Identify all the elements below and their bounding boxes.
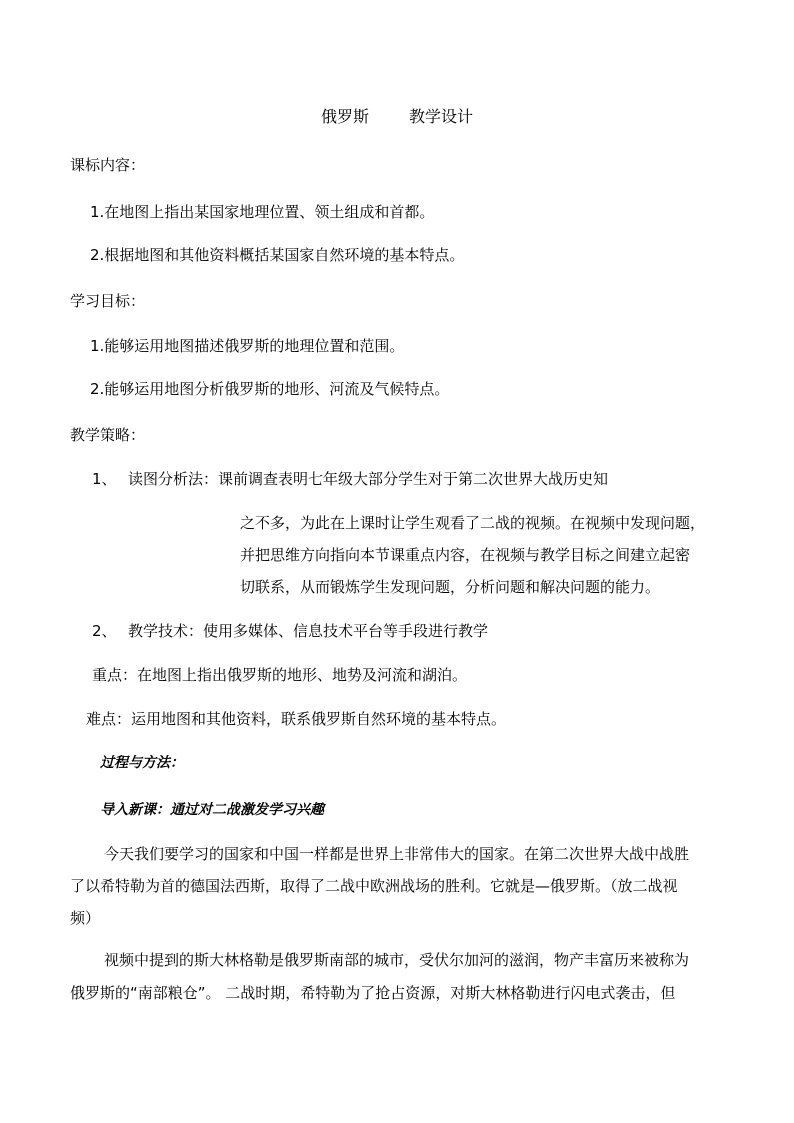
curriculum-item-1: 1.在地图上指出某国家地理位置、领土组成和首都。 bbox=[90, 203, 435, 221]
key-point: 重点：在地图上指出俄罗斯的地形、地势及河流和湖泊。 bbox=[92, 666, 468, 684]
strategy-1-number: 1、 bbox=[92, 470, 117, 488]
strategy-1-text: 读图分析法：课前调查表明七年级大部分学生对于第二次世界大战历史知 bbox=[128, 470, 609, 488]
para1-line-1: 今天我们要学习的国家和中国一样都是世界上非常伟大的国家。在第二次世界大战中战胜 bbox=[104, 845, 690, 863]
para2-line-1: 视频中提到的斯大林格勒是俄罗斯南部的城市，受伏尔加河的滋润，物产丰富历来被称为 bbox=[104, 951, 690, 969]
curriculum-heading: 课标内容： bbox=[70, 156, 146, 174]
strategy-2-text: 教学技术：使用多媒体、信息技术平台等手段进行教学 bbox=[128, 622, 489, 640]
strategy-heading: 教学策略： bbox=[70, 426, 146, 444]
objectives-heading: 学习目标： bbox=[70, 292, 146, 310]
strategy-1-continuation-2: 并把思维方向指向本节课重点内容，在视频与教学目标之间建立起密 bbox=[240, 546, 691, 564]
strategy-2-number: 2、 bbox=[92, 622, 117, 640]
strategy-1-continuation-3: 切联系，从而锻炼学生发现问题，分析问题和解决问题的能力。 bbox=[240, 578, 661, 596]
intro-heading: 导入新课：通过对二战激发学习兴趣 bbox=[100, 802, 324, 818]
process-heading: 过程与方法： bbox=[100, 755, 184, 771]
curriculum-item-2: 2.根据地图和其他资料概括某国家自然环境的基本特点。 bbox=[90, 246, 465, 264]
page-title bbox=[0, 106, 794, 128]
title-part-2: 教学设计 bbox=[409, 107, 474, 126]
title-part-1: 俄罗斯 bbox=[320, 107, 369, 126]
para1-line-3: 频） bbox=[70, 909, 101, 927]
para1-line-2: 了以希特勒为首的德国法西斯，取得了二战中欧洲战场的胜利。它就是—俄罗斯。（放二战视 bbox=[70, 877, 678, 895]
para2-line-2: 俄罗斯的“南部粮仓”。 二战时期，希特勒为了抢占资源，对斯大林格勒进行闪电式袭击，但 bbox=[70, 984, 676, 1002]
difficulty: 难点：运用地图和其他资料，联系俄罗斯自然环境的基本特点。 bbox=[86, 710, 507, 728]
objective-item-1: 1.能够运用地图描述俄罗斯的地理位置和范围。 bbox=[90, 337, 405, 355]
objective-item-2: 2.能够运用地图分析俄罗斯的地形、河流及气候特点。 bbox=[90, 380, 450, 398]
strategy-1-continuation-1: 之不多，为此在上课时让学生观看了二战的视频。在视频中发现问题， bbox=[240, 514, 706, 532]
